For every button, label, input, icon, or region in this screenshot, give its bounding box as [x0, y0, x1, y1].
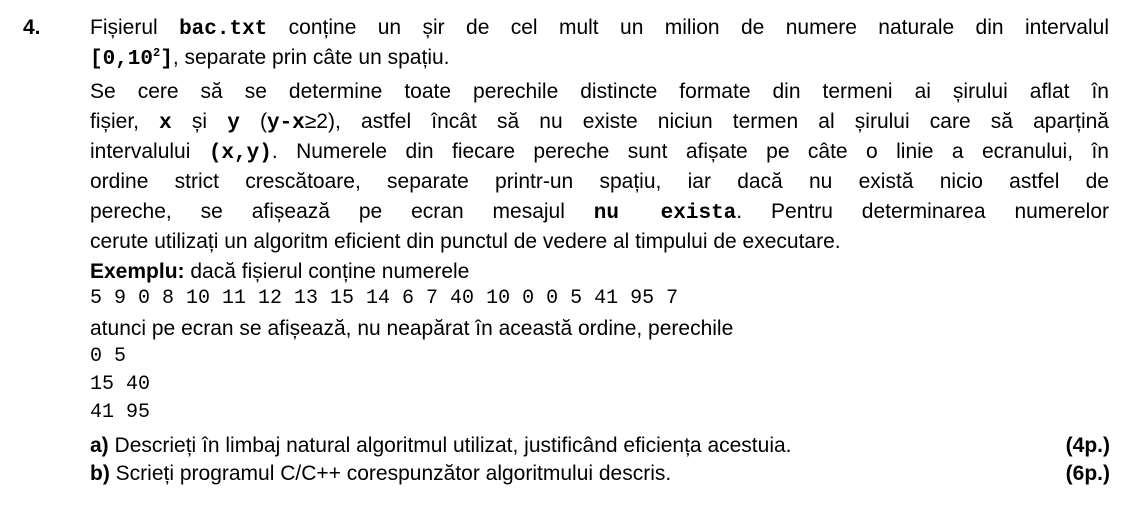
- example-output-intro: atunci pe ecran se afișează, nu neapărat în această ordine, perechile: [90, 317, 734, 340]
- task-text: Descrieți în limbaj natural algoritmul utilizat, justificând eficiența acestuia.: [108, 434, 792, 457]
- task-a: [90, 433, 792, 459]
- example-input: 5 9 0 8 10 11 12 13 15 14 6 7 40 10 0 0 5 41 95 7: [90, 287, 679, 310]
- statement-line-4: fișier, x și y (y-x≥2), astfel încât să nu existe niciun termen al șirului care să aparțină: [90, 110, 1109, 135]
- statement-line-2: [90, 45, 450, 73]
- example-pair: 15 40: [90, 373, 151, 396]
- var-x: x: [159, 112, 172, 135]
- example-label: Exemplu:: [90, 260, 185, 283]
- no-result-message: nu exista: [593, 202, 737, 225]
- example-pair: 41 95: [90, 401, 151, 424]
- statement-text: Fișierul: [90, 16, 180, 39]
- condition-expression: y-x: [266, 112, 305, 135]
- statement-line-6: ordine strict crescătoare, separate printr-un spațiu, iar dacă nu există nicio astfel de: [90, 170, 1109, 193]
- statement-text: , separate prin câte un spațiu.: [172, 46, 450, 69]
- task-label: a): [90, 434, 109, 457]
- task-b: [90, 461, 671, 487]
- statement-line-7: pereche, se afișează pe ecran mesajul nu exista. Pentru determinarea numerelor: [90, 200, 1109, 225]
- task-b-points: (6p.): [1065, 462, 1110, 485]
- statement-line-1: [90, 15, 1109, 43]
- problem-number: 4.: [23, 16, 41, 39]
- example-intro: dacă fișierul conține numerele: [184, 260, 470, 283]
- var-y: y: [227, 112, 240, 135]
- example-pair: 0 5: [90, 345, 127, 368]
- task-text: Scrieți programul C/C++ corespunzător algoritmului descris.: [109, 462, 672, 485]
- statement-line-8: cerute utilizați un algoritm eficient din punctul de vedere al timpului de executare.: [90, 230, 841, 253]
- interval-range: [0,10$^2$]: [90, 46, 173, 71]
- example-heading: [90, 259, 469, 285]
- interval-xy: (x,y): [208, 142, 272, 165]
- statement-line-5: intervalului (x,y). Numerele din fiecare pereche sunt afișate pe câte o linie a ecranului, în: [90, 140, 1109, 165]
- task-a-points: (4p.): [1065, 434, 1110, 457]
- task-label: b): [90, 462, 110, 485]
- statement-line-3: Se cere să se determine toate perechile distincte formate din termeni ai șirului aflat în: [90, 80, 1109, 103]
- statement-text: conține un șir de cel mult un milion de numere naturale din intervalul: [267, 16, 1109, 39]
- file-name: bac.txt: [179, 18, 268, 41]
